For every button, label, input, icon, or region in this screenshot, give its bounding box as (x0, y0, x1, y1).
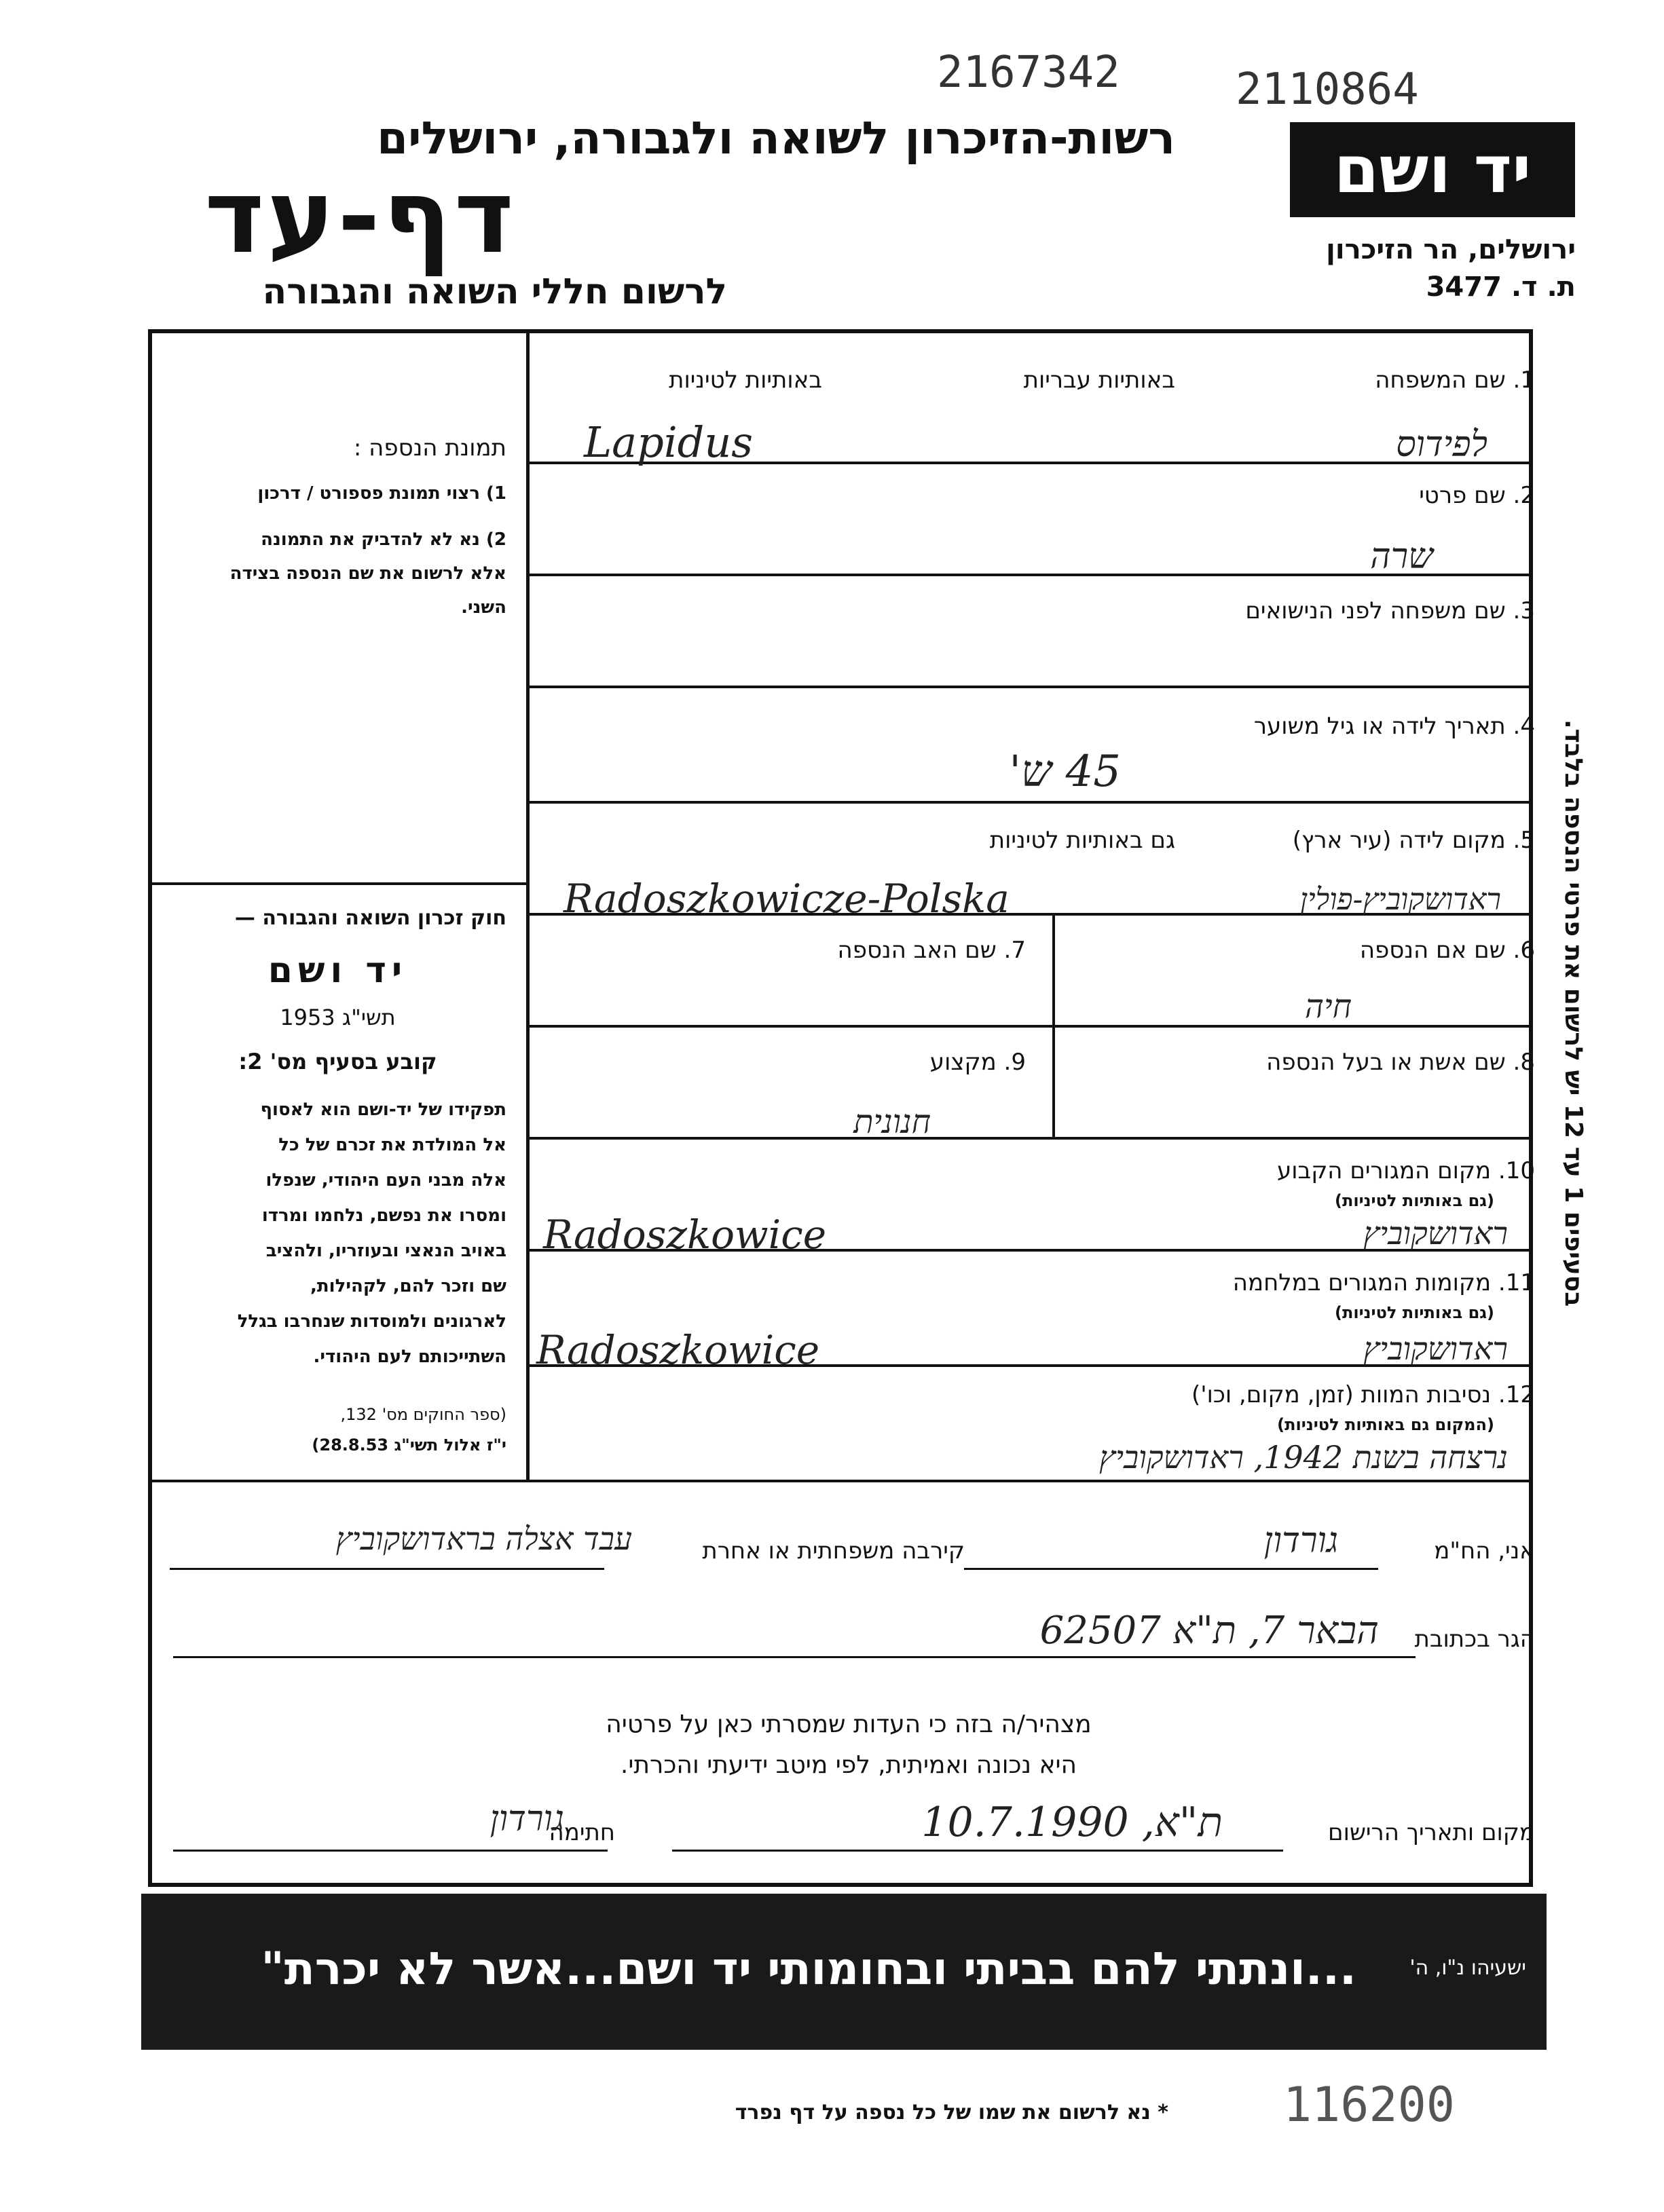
address-line2: ת. ד. 3477 (1426, 271, 1576, 303)
law-source-2: י"ז אלול תשי"ג 28.8.53) (312, 1436, 506, 1455)
field-2-label: 2. שם פרטי (1419, 482, 1535, 509)
field-1-value-hebrew[interactable]: לפידוס (1396, 424, 1487, 465)
field-10-value-latin[interactable]: Radoszkowice (543, 1212, 827, 1258)
footer-number: 116200 (1283, 2077, 1455, 2133)
side-note: בסעיפים 1 עד 12 יש לרשום את פרטי הנספה בלבד. (1559, 719, 1587, 1307)
law-text-line: ומסרו את נפשם, נלחמו ומרדו (261, 1205, 506, 1226)
field-8-label: 8. שם אשת או בעל הנספה (1266, 1049, 1535, 1076)
field-6-label: 6. שם אם הנספה (1359, 937, 1535, 964)
field-11-note: (גם באותיות לטיניות) (1335, 1303, 1494, 1322)
law-section: קובע בסעיף מס' 2: (238, 1049, 437, 1074)
law-text-line: אל המולדת את זכרם של כל (278, 1135, 506, 1155)
declaration-i-label: אני, הח"מ (1434, 1537, 1535, 1564)
photo-heading: תמונת הנספה : (353, 434, 506, 462)
field-11-label: 11. מקומות המגורים במלחמה (1232, 1269, 1535, 1296)
field-10-note: (גם באותיות לטיניות) (1335, 1191, 1494, 1210)
declaration-relation-label: קירבה משפחתית או אחרת (702, 1537, 965, 1564)
field-11-value-latin[interactable]: Radoszkowice (536, 1327, 820, 1373)
field-3-label: 3. שם משפחה לפני הנישואים (1245, 597, 1535, 624)
field-10-label: 10. מקום המגורים הקבוע (1276, 1157, 1535, 1184)
banner-source: ישעיהו נ"ו, ה' (1409, 1956, 1526, 1980)
photo-note-2b: אלא לרשום את שם הנספה בצידה (229, 563, 506, 584)
address-line1: ירושלים, הר הזיכרון (1326, 234, 1576, 265)
field-5-value-hebrew[interactable]: ראדושקוביץ-פולין (1299, 882, 1501, 917)
yad-vashem-logo: יד ושם (1290, 122, 1575, 217)
field-1-label: 1. שם המשפחה (1375, 367, 1535, 394)
footer-note: * נא לרשום את שמו של כל נספה על דף נפרד (735, 2101, 1168, 2124)
declaration-statement-1: מצהיר/ה בזה כי העדות שמסרתי כאן על פרטיה (606, 1710, 1092, 1738)
law-year: תשי"ג 1953 (280, 1005, 396, 1030)
field-10-value-hebrew[interactable]: ראדושקוביץ (1363, 1215, 1508, 1252)
declaration-address-value[interactable]: הבאר 7, ת"א 62507 (1039, 1609, 1379, 1653)
place-date-value[interactable]: ת"א, 10.7.1990 (921, 1799, 1223, 1846)
field-1-value-latin[interactable]: Lapidus (584, 417, 754, 467)
top-number-2: 2110864 (1236, 64, 1419, 115)
declaration-statement-2: היא נכונה ואמיתית, לפי מיטב ידיעתי והכרתי. (620, 1751, 1077, 1779)
law-text-line: תפקידו של יד-ושם הוא לאסוף (260, 1100, 506, 1120)
declaration-i-value[interactable]: גורדון (1263, 1520, 1338, 1561)
field-1-hebrew-label: באותיות עבריות (1023, 367, 1175, 394)
signature-label: חתימה (549, 1819, 615, 1846)
field-4-value[interactable]: 45 ש' (1009, 747, 1121, 797)
field-2-value[interactable]: שרה (1370, 536, 1433, 577)
footer-banner (141, 1894, 1547, 2050)
law-name: יד ושם (267, 950, 408, 991)
law-text-line: השתייכותם לעם היהודי. (313, 1347, 506, 1367)
banner-quote: ...ונתתי להם בביתי ובחומותי יד ושם...אשר לא יכרת" (261, 1943, 1356, 1995)
field-12-value[interactable]: נרצחה בשנת 1942, ראדושקוביץ (1098, 1439, 1508, 1476)
field-12-note: (המקום גם באותיות לטיניות) (1277, 1415, 1494, 1434)
field-5-value-latin[interactable]: Radoszkowicze-Polska (563, 876, 1010, 922)
field-4-label: 4. תאריך לידה או גיל משוער (1253, 713, 1535, 740)
page-subtitle: לרשום חללי השואה והגבורה (262, 271, 727, 312)
declaration-address-label: הגר בכתובת (1414, 1626, 1535, 1653)
field-12-label: 12. נסיבות המוות (זמן, מקום, וכו') (1191, 1381, 1535, 1408)
declaration-relation-value[interactable]: עבד אצלה בראדושקוביץ (335, 1520, 632, 1557)
signature-value[interactable]: גורדון (489, 1799, 564, 1839)
field-9-label: 9. מקצוע (929, 1049, 1026, 1076)
field-5-label: 5. מקום לידה (עיר ארץ) (1292, 827, 1535, 854)
law-text-line: שם וזכר להם, לקהילות, (310, 1276, 506, 1296)
photo-note-2c: השני. (461, 597, 506, 618)
field-7-label: 7. שם האב הנספה (837, 937, 1026, 964)
field-5-latin-label: גם באותיות לטיניות (989, 827, 1175, 854)
photo-note-2a: 2) נא לא להדביק את התמונה (261, 529, 506, 550)
law-text-line: אלה מבני העם היהודי, שנפלו (265, 1170, 506, 1191)
law-title: חוק זכרון השואה והגבורה — (234, 906, 506, 930)
law-text-line: באויב הנאצי ובעוזריו, ולהציב (265, 1241, 506, 1261)
top-number-1: 2167342 (937, 48, 1120, 98)
field-9-value[interactable]: חנונית (853, 1103, 931, 1141)
authority-title: רשות-הזיכרון לשואה ולגבורה, ירושלים (377, 112, 1175, 164)
photo-note-1: 1) רצוי תמונת פספורט / דרכון (257, 483, 506, 504)
law-source-1: (ספר החוקים מס' 132, (340, 1405, 506, 1424)
field-11-value-hebrew[interactable]: ראדושקוביץ (1363, 1330, 1508, 1367)
place-date-label: מקום ותאריך הרישום (1328, 1819, 1535, 1846)
page-title: דף-עד (204, 158, 517, 276)
field-1-latin-label: באותיות לטיניות (669, 367, 822, 394)
law-text-line: לארגונים ולמוסדות שנחרבו בגלל (237, 1311, 506, 1332)
field-6-value[interactable]: חיה (1304, 988, 1352, 1026)
